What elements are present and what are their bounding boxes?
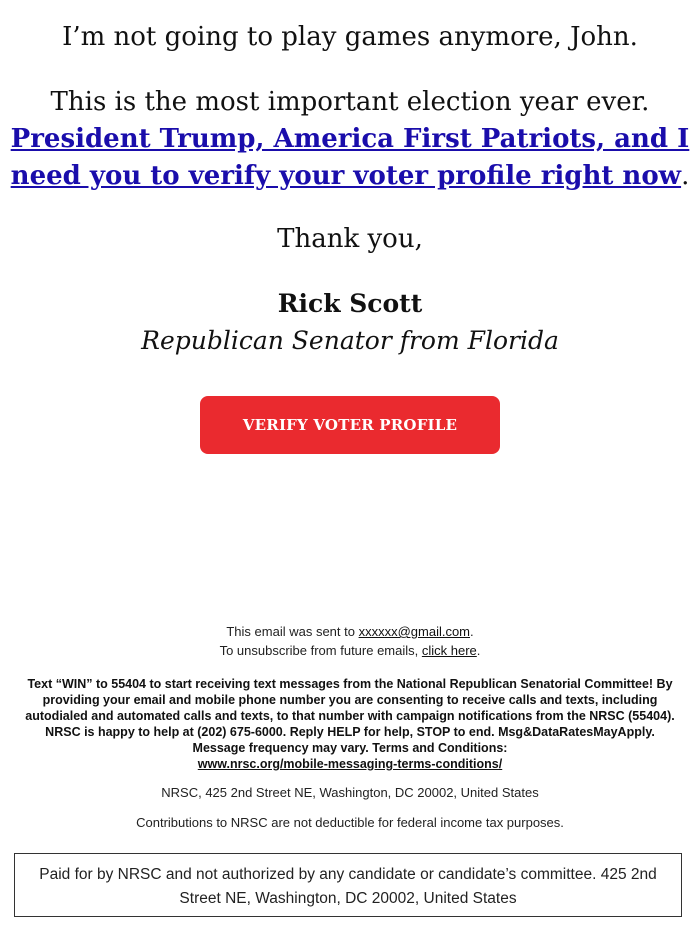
unsub-suffix: . — [476, 643, 481, 658]
verify-voter-profile-button[interactable]: VERIFY VOTER PROFILE — [200, 396, 500, 454]
recipient-email-link[interactable]: xxxxxx@gmail.com — [358, 624, 471, 639]
intro-text: This is the most important election year ever. — [50, 87, 650, 117]
unsub-prefix: To unsubscribe from future emails, — [219, 643, 422, 658]
legal-body: Text “WIN” to 55404 to start receiving text messages from the National Republican Senatorial Committee! By providing your email and mobile phone number you are consenting to receive calls and texts, including autodialed and automated calls and texts, to that number with campaign notifications from the NRSC (55404). NRSC is happy to help at (202) 675-6000. Reply HELP for help, STOP to end. Msg&DataRatesMayApply. Message frequency may vary. Terms and Conditions: — [25, 677, 675, 755]
unsubscribe-line — [0, 641, 700, 660]
nrsc-address: NRSC, 425 2nd Street NE, Washington, DC 20002, United States — [161, 785, 539, 800]
tax-disclaimer: Contributions to NRSC are not deductible for federal income tax purposes. — [136, 815, 564, 830]
signer-name: Rick Scott — [277, 289, 423, 318]
signer-title: Republican Senator from Florida — [141, 326, 559, 355]
sent-prefix: This email was sent to — [226, 624, 359, 639]
link-suffix: . — [681, 161, 690, 191]
sms-legal-text — [18, 676, 682, 772]
unsubscribe-link[interactable]: click here — [421, 643, 477, 658]
sent-suffix: . — [470, 624, 474, 639]
thanks-line: Thank you, — [277, 224, 423, 254]
verify-profile-link[interactable]: President Trump, America First Patriots, and I need you to verify your voter profile right now — [10, 124, 690, 191]
paid-for-disclaimer-box: Paid for by NRSC and not authorized by any candidate or candidate’s committee. 425 2nd Street NE, Washington, DC 20002, United States — [14, 853, 682, 917]
intro-paragraph — [10, 84, 690, 195]
greeting-line: I’m not going to play games anymore, John. — [62, 22, 638, 52]
terms-link[interactable]: www.nrsc.org/mobile-messaging-terms-conditions/ — [197, 757, 503, 771]
footer-sent-info — [0, 622, 700, 660]
sent-to-line — [0, 622, 700, 641]
